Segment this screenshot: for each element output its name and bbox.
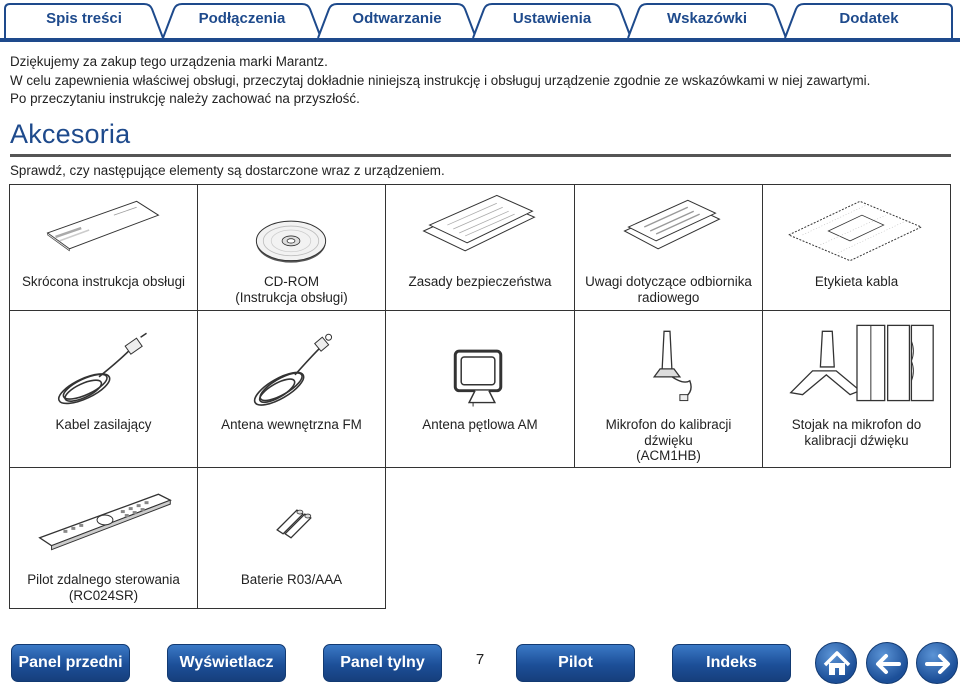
intro-line-3: Po przeczytaniu instrukcję należy zachować na przyszłość. [10, 91, 360, 106]
microphone-icon [575, 311, 762, 411]
accessory-caption [14, 572, 193, 603]
caption-line: CD-ROM [263, 274, 320, 289]
caption-line: (Instrukcja obsługi) [235, 289, 348, 305]
tab-playback-label: Odtwarzanie [352, 10, 442, 27]
display-button[interactable]: Wyświetlacz [167, 644, 286, 682]
tab-appendix-label: Dodatek [839, 10, 899, 27]
accessory-microphone [574, 310, 763, 468]
tab-playback[interactable] [317, 3, 477, 39]
quick-guide-icon [10, 185, 197, 275]
section-subtitle: Sprawdź, czy następujące elementy są dostarczone wraz z urządzeniem. [10, 163, 445, 178]
safety-sheet-icon [386, 185, 574, 275]
caption-line: Baterie R03/AAA [240, 572, 343, 587]
accessory-safety [385, 184, 575, 311]
page-number: 7 [475, 651, 485, 668]
accessory-remote [9, 467, 198, 609]
accessory-radio-notes [574, 184, 763, 311]
intro-line-1: Dziękujemy za zakup tego urządzenia marki Marantz. [10, 54, 328, 69]
rear-panel-button[interactable]: Panel tylny [323, 644, 442, 682]
mic-stand-icon [763, 311, 950, 411]
cable-label-icon [763, 185, 950, 275]
am-loop-antenna-icon [386, 311, 574, 411]
fm-antenna-icon [198, 311, 385, 411]
accessory-cable-label [762, 184, 951, 311]
tab-tips[interactable] [627, 3, 787, 39]
accessory-quick-guide [9, 184, 198, 311]
tab-settings[interactable] [472, 3, 632, 39]
batteries-icon [198, 468, 385, 568]
tab-contents-label: Spis treści [46, 10, 122, 27]
caption-line: kalibracji dźwięku [804, 432, 909, 448]
arrow-right-icon [917, 643, 959, 685]
caption-line: (RC024SR) [68, 587, 139, 603]
tab-connections-label: Podłączenia [198, 10, 286, 27]
tab-appendix[interactable] [784, 3, 954, 39]
front-panel-button[interactable]: Panel przedni [11, 644, 130, 682]
caption-line: Antena pętlowa AM [422, 417, 538, 432]
accessory-caption [767, 274, 946, 290]
accessory-caption [202, 417, 381, 433]
caption-line: Kabel zasilający [55, 417, 152, 432]
home-icon [816, 643, 858, 685]
accessory-caption [202, 572, 381, 588]
accessory-caption [579, 417, 758, 464]
caption-line: dźwięku [644, 432, 693, 448]
accessory-caption [579, 274, 758, 305]
caption-line: Antena wewnętrzna FM [221, 417, 362, 432]
tab-tips-label: Wskazówki [666, 10, 748, 27]
accessory-caption [390, 417, 570, 433]
accessory-caption [14, 274, 193, 290]
home-button[interactable] [815, 642, 857, 684]
tab-connections[interactable] [162, 3, 322, 39]
accessory-cd-rom [197, 184, 386, 311]
radio-notes-icon [575, 185, 762, 275]
caption-line: Skrócona instrukcja obsługi [21, 274, 185, 289]
accessory-mic-stand [762, 310, 951, 468]
accessory-caption [14, 417, 193, 433]
accessory-caption [767, 417, 946, 448]
caption-line: Uwagi dotyczące odbiornika [585, 274, 752, 289]
tab-contents[interactable] [4, 3, 164, 39]
caption-line: Stojak na mikrofon do [791, 417, 922, 432]
caption-line: Mikrofon do kalibracji [605, 417, 732, 432]
remote-button[interactable]: Pilot [516, 644, 635, 682]
accessory-caption [390, 274, 570, 290]
forward-button[interactable] [916, 642, 958, 684]
accessory-am-antenna [385, 310, 575, 468]
caption-line: Etykieta kabla [814, 274, 899, 289]
caption-line: radiowego [637, 289, 700, 305]
tab-settings-label: Ustawienia [512, 10, 592, 27]
power-cable-icon [10, 311, 197, 411]
back-button[interactable] [866, 642, 908, 684]
cd-rom-icon [198, 185, 385, 275]
accessory-batteries [197, 467, 386, 609]
remote-control-icon [10, 468, 197, 568]
intro-line-2: W celu zapewnienia właściwej obsługi, przeczytaj dokładnie niniejszą instrukcję i obsługuj urządzenie zgodnie ze wskazówkami w niej zawartymi. [10, 72, 871, 88]
accessory-caption [202, 274, 381, 305]
accessory-power-cable [9, 310, 198, 468]
caption-line: (ACM1HB) [636, 448, 701, 463]
accessory-fm-antenna [197, 310, 386, 468]
section-title: Akcesoria [10, 119, 131, 149]
caption-line: Pilot zdalnego sterowania [27, 572, 180, 587]
section-title-rule [10, 154, 951, 157]
top-navigation [0, 0, 960, 42]
index-button[interactable]: Indeks [672, 644, 791, 682]
caption-line: Zasady bezpieczeństwa [408, 274, 552, 289]
intro-text [10, 53, 870, 109]
arrow-left-icon [867, 643, 909, 685]
